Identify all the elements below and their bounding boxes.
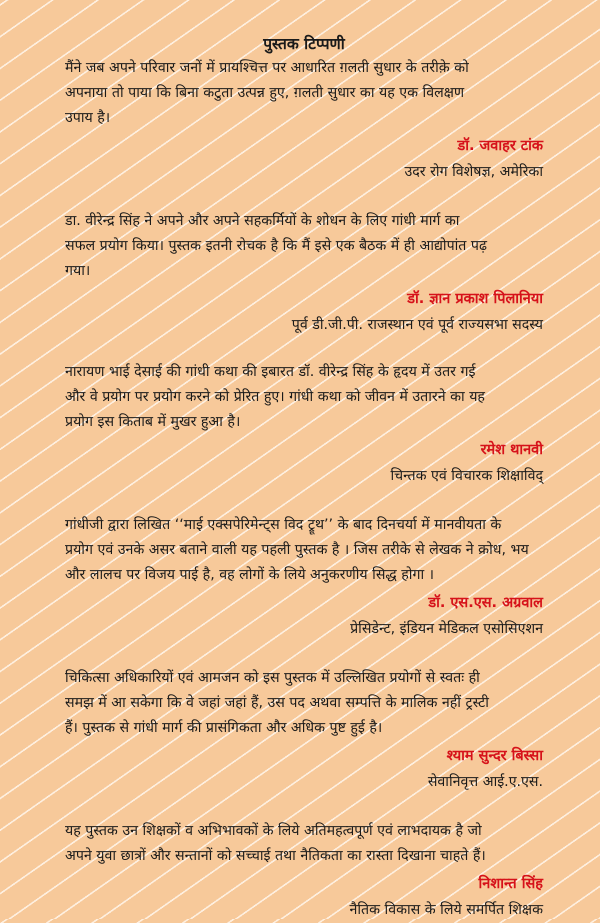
reviewer-title: प्रेसिडेन्ट, इंडियन मेडिकल एसोसिएशन [350, 621, 543, 637]
reviewer-title: पूर्व डी.जी.पी. राजस्थान एवं पूर्व राज्यसभा सदस्य [291, 317, 543, 333]
section-spacer [65, 795, 543, 819]
reviewer-title: उदर रोग विशेषज्ञ, अमेरिका [404, 164, 543, 180]
reviewer-name: रमेश थानवी [480, 442, 543, 458]
review-text-line: उपाय है। [65, 110, 111, 126]
review-entry-2 [65, 209, 543, 338]
reviewer-name: डॉ. ज्ञान प्रकाश पिलानिया [407, 291, 543, 307]
review-text-line: प्रयोग इस किताब में मुखर हुआ है। [65, 414, 241, 430]
review-text-line: डा. वीरेन्द्र सिंह ने अपने और अपने सहकर्मियों के शोधन के लिए गांधी मार्ग का [65, 213, 460, 229]
review-text-line: प्रयोग एवं उनके असर बताने वाली यह पहली पुस्तक है । जिस तरीके से लेखक ने क्रोध, भय [65, 542, 529, 558]
review-entry-4 [65, 513, 543, 642]
review-text-line: चिकित्सा अधिकारियों एवं आमजन को इस पुस्तक में उल्लिखित प्रयोगों से स्वतः ही [65, 670, 480, 686]
section-spacer [65, 489, 543, 513]
review-entry-6 [65, 819, 543, 923]
review-text-line: गांधीजी द्वारा लिखित ‘‘माई एक्सपेरिमेन्ट्स विद ट्रूथ’’ के बाद दिनचर्या में मानवीयता के [65, 517, 502, 533]
review-text-line: नारायण भाई देसाई की गांधी कथा की इबारत डॉ. वीरेन्द्र सिंह के हृदय में उतर गई [65, 364, 476, 380]
review-text-line: और वे प्रयोग पर प्रयोग करने को प्रेरित हुए। गांधी कथा को जीवन में उतारने का यह [65, 389, 485, 405]
reviewer-title: नैतिक विकास के लिये समर्पित शिक्षक [349, 902, 543, 918]
review-text-line: समझ में आ सकेगा कि वे जहां जहां हैं, उस पद अथवा सम्पत्ति के मालिक नहीं ट्रस्टी [65, 695, 489, 711]
reviewer-name: डॉ. जवाहर टांक [457, 138, 543, 154]
reviewer-name: डॉ. एस.एस. अग्रवाल [428, 595, 543, 611]
review-text-line: सफल प्रयोग किया। पुस्तक इतनी रोचक है कि मैं इसे एक बैठक में ही आद्योपांत पढ़ [65, 238, 487, 254]
review-text-line: मैंने जब अपने परिवार जनों में प्रायश्चित्त पर आधारित ग़लती सुधार के तरीक़े को [65, 60, 469, 76]
reviewer-title: चिन्तक एवं विचारक शिक्षाविद् [390, 468, 543, 484]
review-text-line: और लालच पर विजय पाई है, वह लोगों के लिये अनुकरणीय सिद्ध होगा । [65, 567, 435, 583]
review-text-line: अपनाया तो पाया कि बिना कटुता उत्पन्न हुए, ग़लती सुधार का यह एक विलक्षण [65, 85, 465, 101]
reviewer-name: श्याम सुन्दर बिस्सा [446, 748, 543, 764]
page-title: पुस्तक टिप्पणी [263, 35, 345, 53]
review-entry-5 [65, 666, 543, 795]
review-text-line: हैं। पुस्तक से गांधी मार्ग की प्रासंगिकता और अधिक पुष्ट हुई है। [65, 720, 383, 736]
review-page [65, 32, 543, 923]
reviewer-title: सेवानिवृत्त आई.ए.एस. [427, 774, 543, 790]
section-spacer [65, 185, 543, 209]
reviewer-name: निशान्त सिंह [478, 876, 543, 892]
review-text-line: अपने युवा छात्रों और सन्तानों को सच्चाई तथा नैतिकता का रास्ता दिखाना चाहते हैं। [65, 848, 486, 864]
review-text-line: यह पुस्तक उन शिक्षकों व अभिभावकों के लिये अतिमहत्वपूर्ण एवं लाभदायक है जो [65, 823, 482, 839]
review-text-line: गया। [65, 263, 91, 279]
section-spacer [65, 642, 543, 666]
review-entry-1 [65, 56, 543, 185]
review-entry-3 [65, 360, 543, 489]
section-spacer [65, 338, 543, 360]
